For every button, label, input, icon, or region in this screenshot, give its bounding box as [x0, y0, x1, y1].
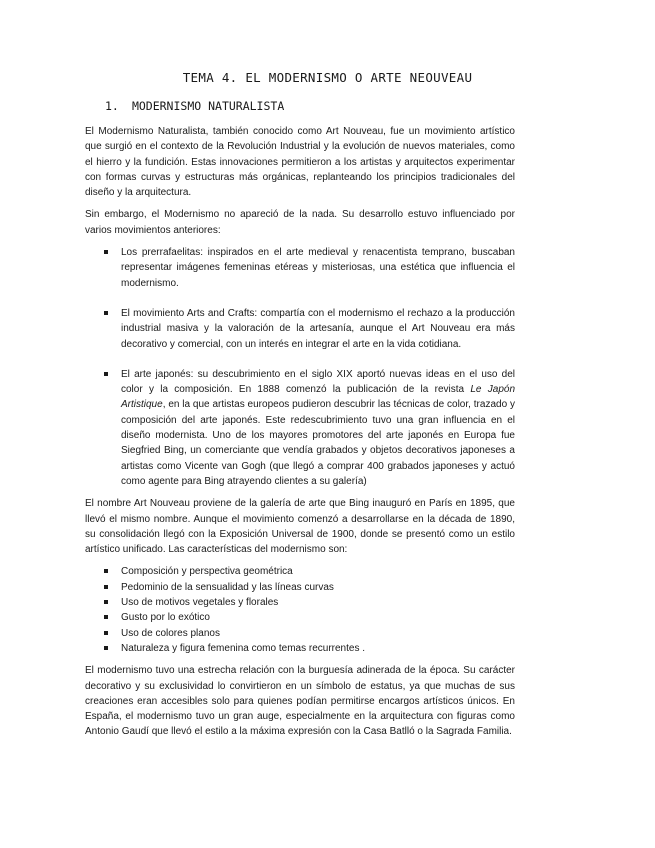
document-title: TEMA 4. EL MODERNISMO O ARTE NEOUVEAU	[182, 70, 473, 85]
influences-intro-paragraph: Sin embargo, el Modernismo no apareció de la nada. Su desarrollo estuvo influenciado por varios movimientos anteriores:	[85, 209, 515, 236]
influences-list	[85, 245, 515, 489]
characteristics-list	[85, 564, 515, 656]
section-number: 1.	[105, 99, 119, 113]
list-item: Uso de motivos vegetales y florales	[85, 595, 515, 610]
final-paragraph: El modernismo tuvo una estrecha relación con la burguesía adinerada de la época. Su carácter decorativo y su exclusividad lo convirtieron en un símbolo de estatus, ya que muchas de sus creaciones eran accesibles solo para quienes podían permitirse encargos artísticos únicos. En España, el modernismo tuvo un gran auge, especialmente en la arquitectura con figuras como Antonio Gaudí que llevó el estilo a la máxima expresión con la Casa Batlló o la Sagrada Familia.	[85, 665, 515, 738]
list-item: Gusto por lo exótico	[85, 610, 515, 625]
japanese-art-text-end: , en la que artistas europeos pudieron descubrir las técnicas de color, trazado y composición del arte japonés. Este redescubrimiento tuvo una gran influencia en el diseño modernista. Uno de los mayores promotores del arte japonés en Europa fue Siegfried Bing, un comerciante que vendía grabados y objetos decorativos japoneses a artistas como Vicente van Gogh (que llegó a comprar 400 grabados japoneses y actuó como agente para Bing atrayendo clientes a su galería)	[121, 399, 515, 487]
list-item: Composición y perspectiva geométrica	[85, 564, 515, 579]
list-item-prerrafaelitas: Los prerrafaelitas: inspirados en el arte medieval y renacentista temprano, buscaban representar imágenes femeninas etéreas y misteriosas, una estética que influencia el modernismo.	[85, 245, 515, 291]
list-item: Naturaleza y figura femenina como temas recurrentes .	[85, 641, 515, 656]
origin-paragraph: El nombre Art Nouveau proviene de la galería de arte que Bing inauguró en París en 1895, que llevó el mismo nombre. Aunque el movimiento comenzó a desarrollarse en la década de 1890, su consolidación llegó con la Exposición Universal de 1900, donde se presentó como un estilo artístico unificado. Las características del modernismo son:	[85, 498, 515, 556]
section-heading	[105, 99, 284, 113]
section-title: MODERNISMO NATURALISTA	[131, 99, 285, 113]
list-item-arts-and-crafts: El movimiento Arts and Crafts: compartía con el modernismo el rechazo a la producción industrial masiva y la valoración de la artesanía, aunque el Art Nouveau era más decorativo y comercial, con un interés en integrar el arte en la vida cotidiana.	[85, 306, 515, 352]
document-body	[85, 124, 515, 747]
magazine-title: Le Japón Artistique	[121, 384, 516, 411]
list-item: Pedominio de la sensualidad y las líneas curvas	[85, 580, 515, 595]
list-item-arte-japones	[85, 367, 515, 489]
intro-paragraph: El Modernismo Naturalista, también conocido como Art Nouveau, fue un movimiento artístico que surgió en el contexto de la Revolución Industrial y la evolución de nuevos materiales, como el hierro y la fundición. Estas innovaciones permitieron a los artistas y arquitectos experimentar con formas curvas y estructuras más orgánicas, replanteando los principios tradicionales del diseño y la arquitectura.	[85, 126, 515, 199]
japanese-art-text-start: El arte japonés: su descubrimiento en el siglo XIX aportó nuevas ideas en el uso del color y la composición. En 1888 comenzó la publicación de la revista	[121, 368, 515, 396]
list-item: Uso de colores planos	[85, 626, 515, 641]
